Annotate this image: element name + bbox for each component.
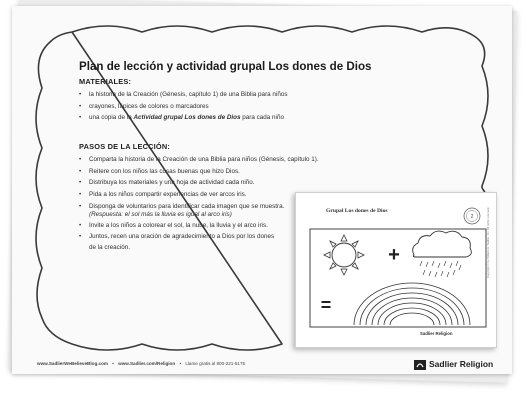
brand-name: Sadlier Religion [429,359,494,369]
copyright-text: Copyright © by William H. Sadlier, Inc. All rights reserved. [486,206,490,278]
list-item-text: Juntos, recen una oración de agradecimiento a Dios por los dones [89,233,275,241]
list-item-text: Disponga de voluntarios para identificar cada imagen que se muestra. [89,202,285,210]
list-item: • Invite a los niños a colorear el sol, la nube, la lluvia y el arco iris. [79,220,319,232]
rainbow-icon [354,283,470,325]
list-item: • Distribuya los materiales y una hoja de actividad cada niño. [79,177,319,189]
list-item: • crayones, lápices de colores o marcadores [79,101,287,113]
page-title: Plan de lección y actividad grupal Los dones de Dios [79,60,372,73]
thumbnail-brand: Sadlier Religion [420,331,453,336]
separator: • [179,361,182,366]
phone-text: Llame gratis al 800-221-5175 [185,361,246,366]
list-item: • la historia de la Creación (Génesis, capítulo 1) de una Biblia para niños [79,89,287,101]
list-item [79,231,319,252]
separator: • [112,361,114,366]
svg-text:2: 2 [470,214,474,220]
answer-note: (Respuesta: el sol más la lluvia es igual al arco iris) [89,210,232,218]
equals-sign: = [320,295,332,315]
footer-links [37,361,245,366]
plus-sign: + [388,244,400,266]
list-item-text: una copia de la [89,114,134,122]
list-item [79,201,319,219]
seal-icon [464,208,480,224]
religion-link[interactable]: www.Sadlier.com/Religion [118,361,176,366]
materials-heading: MATERIALES: [79,77,132,86]
list-item-bold: Actividad grupal Los dones de Dios [133,114,241,122]
sadlier-logo-icon [414,360,426,370]
thumbnail-title: Grupal Los dones de Dios [326,208,388,214]
list-item [79,112,287,124]
activity-thumbnail [295,192,497,348]
worksheet-page [12,6,512,374]
list-item-text: de la creación. [89,243,130,251]
list-item: • Comparta la historia de la Creación de una Biblia para niños (Génesis, capítulo 1). [79,154,319,166]
steps-heading: PASOS DE LA LECCIÓN: [79,142,171,151]
blog-link[interactable]: www.SadlierWeBelieveBlog.com [37,361,108,366]
list-item-text: para cada niño [240,114,284,122]
thumbnail-illustration [296,193,496,347]
rain-cloud-icon [413,231,472,277]
sun-icon [324,235,364,275]
list-item: • Pida a los niños compartir experiencias de ver arcos iris. [79,189,319,201]
sadlier-logo [414,359,493,370]
steps-list [79,154,319,252]
materials-list [79,89,287,124]
page-footer [12,358,512,374]
list-item: • Reitere con los niños las cosas buenas que hizo Dios. [79,166,319,178]
